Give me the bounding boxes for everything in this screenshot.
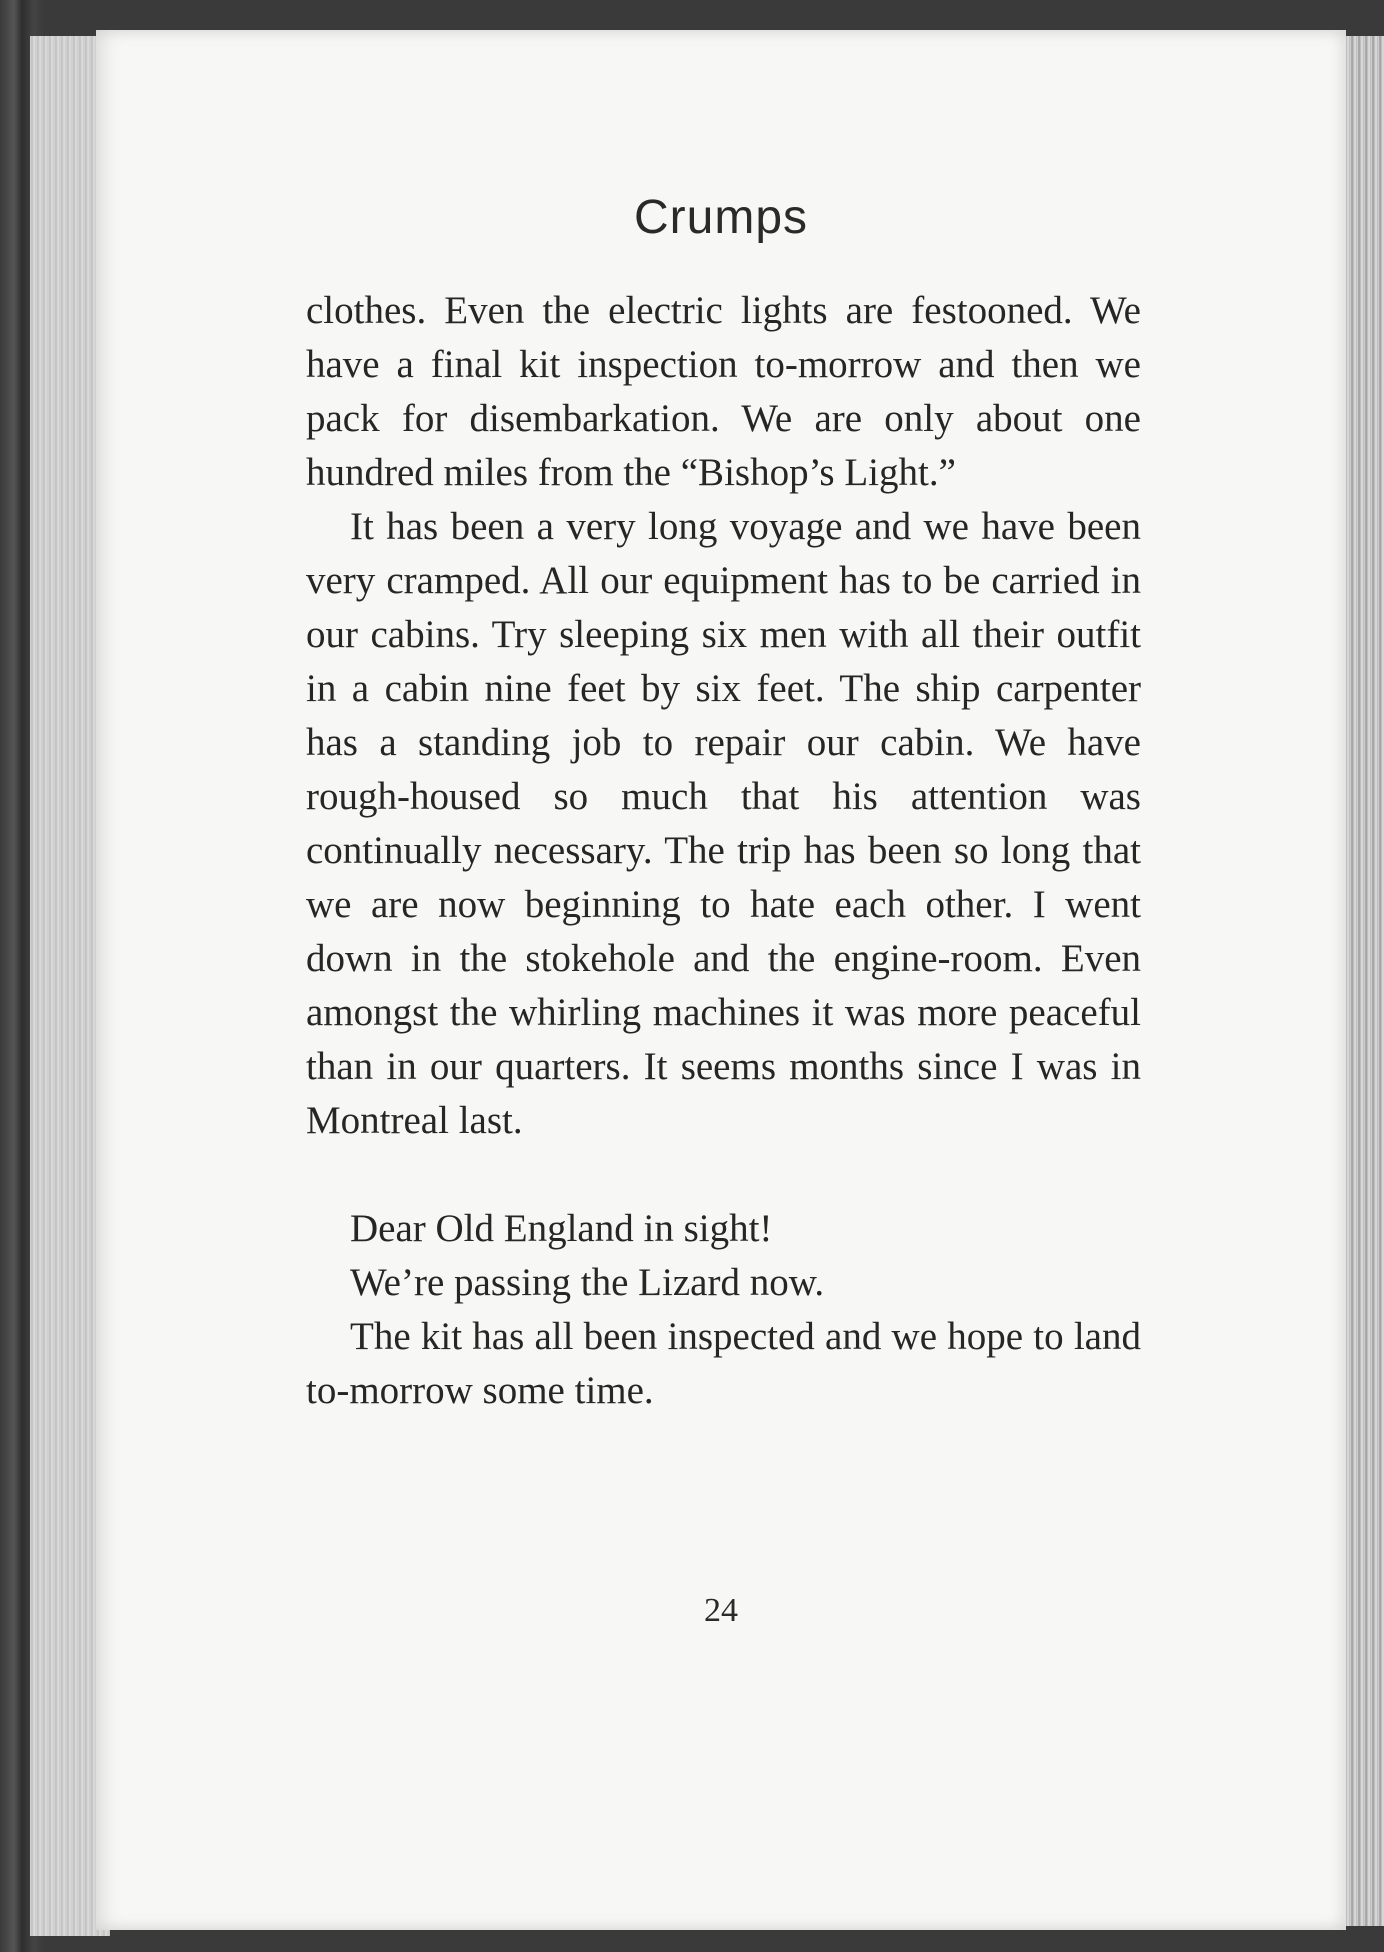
running-head: Crumps — [633, 191, 809, 244]
body-text — [306, 284, 1141, 1418]
paragraph-kit-inspected: The kit has all been inspected and we hope to land to-morrow some time. — [306, 1315, 1141, 1412]
paragraph-voyage: It has been a very long voyage and we have been very cramped. All our equipment has to be carried in our cabins. Try sleeping six men with all their outfit in a cabin nine feet by six feet. The ship carpenter has a standing job to repair our cabin. We have rough-housed so much that his attention was continually necessary. The trip has been so long that we are now beginning to hate each other. I went down in the stokehole and the engine-room. Even amongst the whirling machines it was more peaceful than in our quarters. It seems months since I was in Montreal last. — [306, 505, 1141, 1142]
section-gap — [306, 1148, 1141, 1202]
paragraph-lizard: We’re passing the Lizard now. — [350, 1261, 825, 1304]
book-page — [96, 30, 1346, 1930]
page-number: 24 — [704, 1592, 738, 1629]
paragraph-continued: clothes. Even the electric lights are festooned. We have a final kit inspection to-morrow and then we pack for disembarkation. We are only about one hundred miles from the “Bishop’s Light.” — [306, 289, 1141, 494]
paragraph-england-in-sight: Dear Old England in sight! — [350, 1207, 773, 1250]
